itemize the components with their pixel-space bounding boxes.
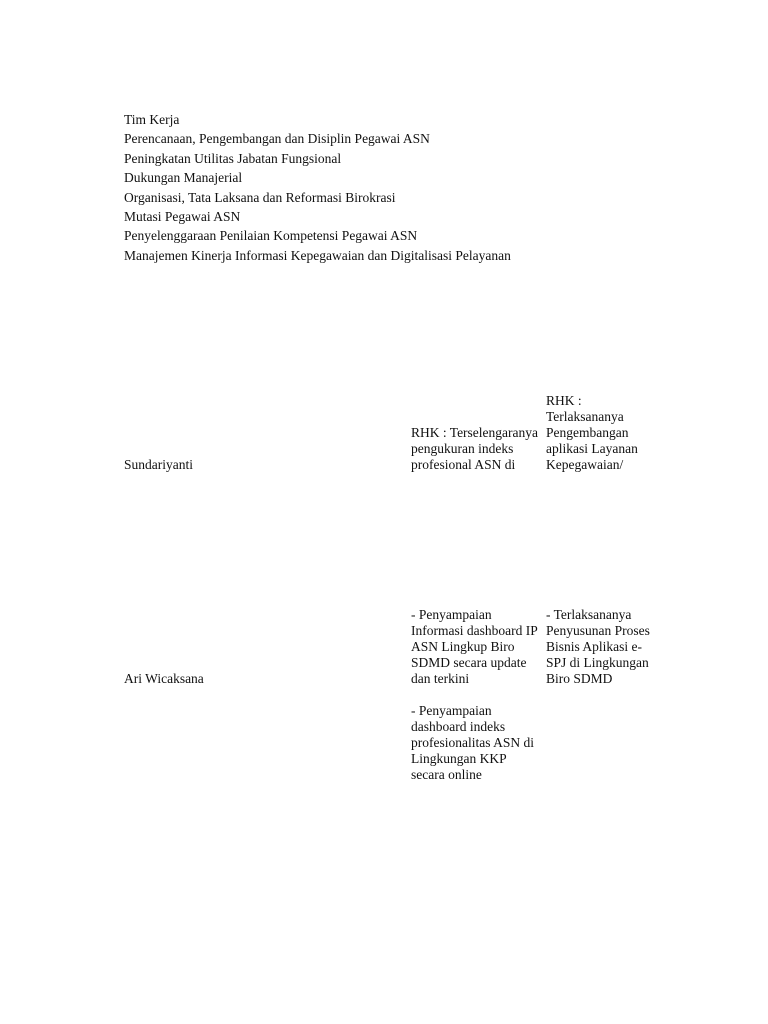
team-item: Organisasi, Tata Laksana dan Reformasi Birokrasi bbox=[124, 189, 396, 205]
task-cell-ari-1a bbox=[411, 607, 547, 687]
task-cell-ari-1b bbox=[411, 703, 547, 783]
team-item: Perencanaan, Pengembangan dan Disiplin Pegawai ASN bbox=[124, 131, 430, 147]
rhk-text: RHK : Terselengaranya pengukuran indeks profesional ASN di bbox=[411, 425, 539, 472]
team-item: Manajemen Kinerja Informasi Kepegawaian dan Digitalisasi Pelayanan bbox=[124, 247, 511, 263]
task-text: - Penyampaian dashboard indeks profesionalitas ASN di Lingkungan KKP secara online bbox=[411, 703, 534, 782]
team-list bbox=[124, 110, 511, 265]
task-text: - Terlaksananya Penyusunan Proses Bisnis Aplikasi e- SPJ di Lingkungan Biro SDMD bbox=[546, 607, 650, 686]
team-item: Dukungan Manajerial bbox=[124, 170, 243, 186]
team-item: Peningkatan Utilitas Jabatan Fungsional bbox=[124, 150, 342, 166]
rhk-cell-sundariyanti-2 bbox=[546, 393, 671, 473]
task-text: - Penyampaian Informasi dashboard IP ASN Lingkup Biro SDMD secara update dan terkini bbox=[411, 607, 538, 686]
rhk-text: RHK : Terlaksananya Pengembangan aplikasi Layanan Kepegawaian/ bbox=[546, 393, 638, 472]
task-cell-ari-2 bbox=[546, 607, 671, 687]
rhk-cell-sundariyanti-1 bbox=[411, 425, 547, 473]
team-item: Mutasi Pegawai ASN bbox=[124, 209, 241, 225]
row-name-sundariyanti: Sundariyanti bbox=[124, 457, 193, 472]
row-name-ari-wicaksana: Ari Wicaksana bbox=[124, 671, 204, 686]
team-list-title: Tim Kerja bbox=[124, 112, 180, 127]
team-item: Penyelenggaraan Penilaian Kompetensi Pegawai ASN bbox=[124, 228, 418, 244]
